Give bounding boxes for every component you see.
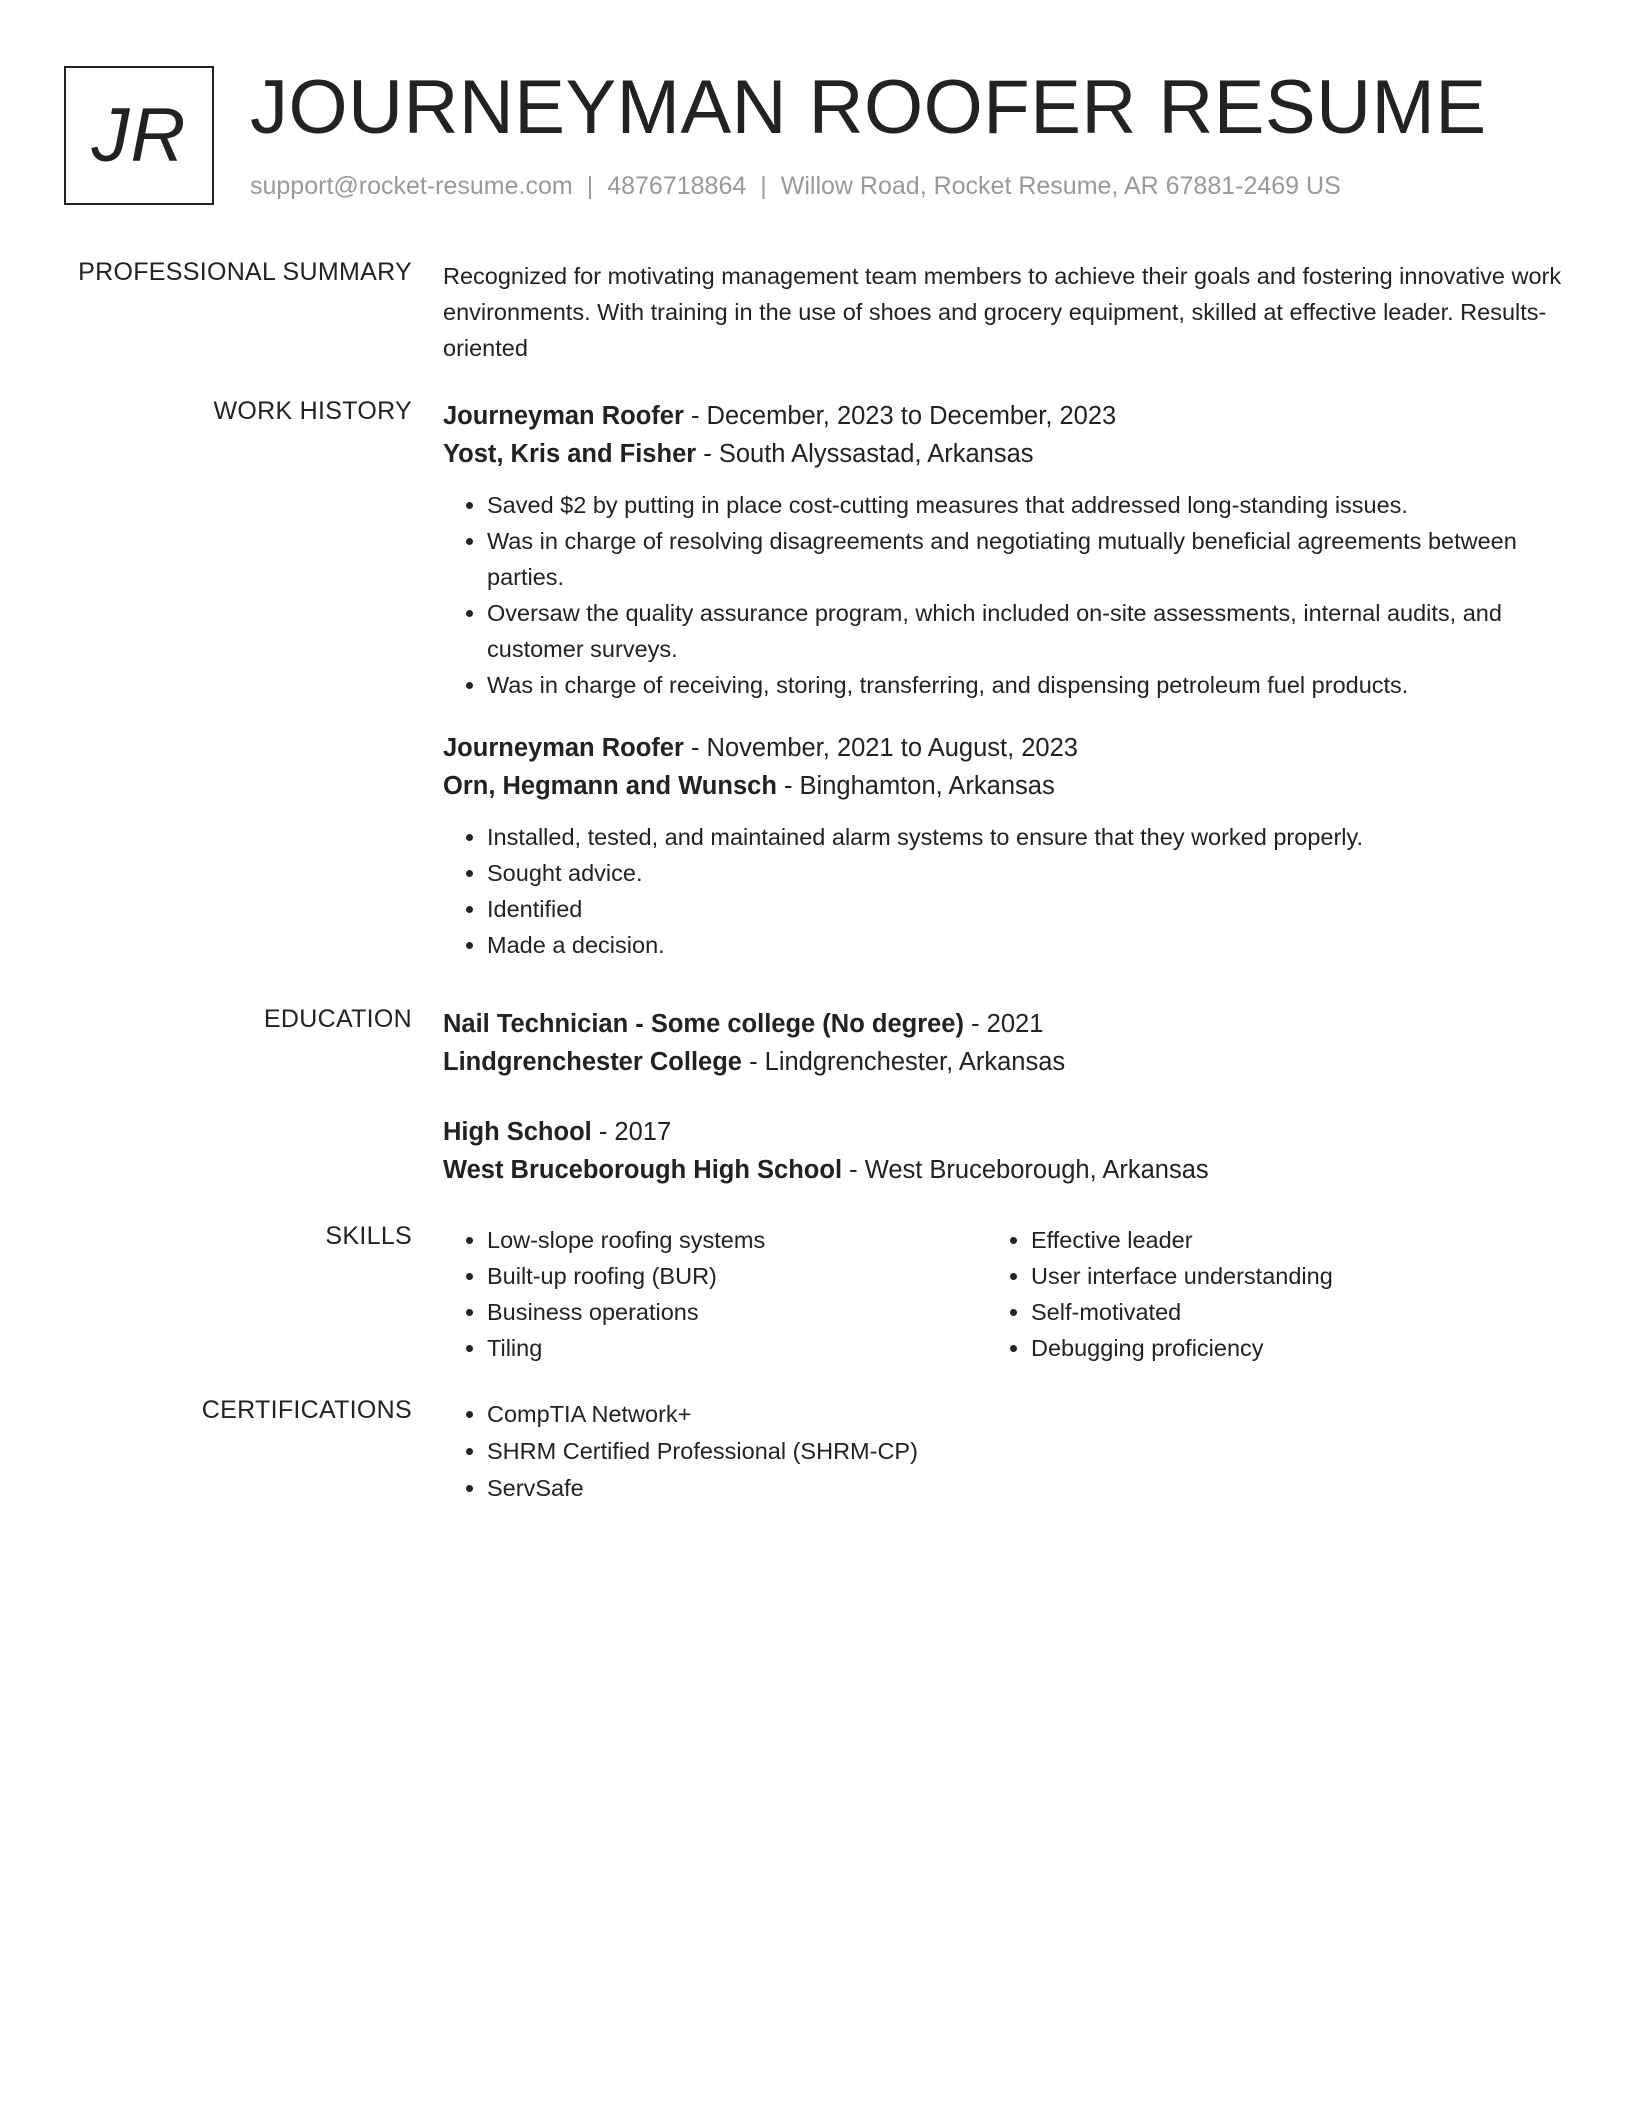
skill-item: • Built-up roofing (BUR)	[487, 1258, 987, 1294]
job-entry	[443, 397, 1563, 703]
section-label-education: EDUCATION	[263, 1005, 412, 1033]
education-body	[443, 1005, 1563, 1215]
section-label-skills: SKILLS	[325, 1222, 412, 1250]
skill-item: • Debugging proficiency	[1031, 1330, 1531, 1366]
education-school: West Bruceborough High School	[443, 1156, 843, 1184]
job-company-line	[443, 435, 1563, 473]
job-company: Orn, Hegmann and Wunsch	[443, 772, 777, 800]
job-company-line	[443, 767, 1563, 805]
skills-list-left	[443, 1222, 987, 1366]
summary-body	[443, 258, 1563, 366]
job-title: Journeyman Roofer	[443, 402, 684, 430]
skills-body	[443, 1222, 1563, 1366]
skill-item: • Tiling	[487, 1330, 987, 1366]
education-location: - West Bruceborough, Arkansas	[842, 1156, 1209, 1184]
job-bullet: • Saved $2 by putting in place cost-cutting measures that addressed long-standing issues.	[487, 487, 1563, 523]
job-title-line	[443, 397, 1563, 435]
contact-phone[interactable]: 4876718864	[607, 172, 747, 200]
education-degree: High School	[443, 1118, 592, 1146]
job-bullet: • Sought advice.	[487, 855, 1563, 891]
education-school-line	[443, 1151, 1563, 1189]
education-degree: Nail Technician - Some college (No degree)	[443, 1010, 964, 1038]
job-entry	[443, 729, 1563, 963]
job-bullet: • Installed, tested, and maintained alarm systems to ensure that they worked properly.	[487, 819, 1563, 855]
job-location: - Binghamton, Arkansas	[776, 772, 1055, 800]
monogram-logo: JR	[64, 66, 214, 205]
certifications-body	[443, 1396, 1563, 1507]
skill-item: • Effective leader	[1031, 1222, 1531, 1258]
education-degree-line	[443, 1113, 1563, 1151]
contact-address: Willow Road, Rocket Resume, AR 67881-2469 US	[780, 172, 1341, 200]
job-bullets	[443, 819, 1563, 963]
education-location: - Lindgrenchester, Arkansas	[741, 1048, 1066, 1076]
contact-line	[250, 172, 1341, 201]
education-school: Lindgrenchester College	[443, 1048, 742, 1076]
certifications-list	[443, 1396, 1563, 1507]
education-degree-line	[443, 1005, 1563, 1043]
skill-item: • Business operations	[487, 1294, 987, 1330]
job-bullet: • Was in charge of receiving, storing, transferring, and dispensing petroleum fuel products.	[487, 667, 1563, 703]
section-label-certifications: CERTIFICATIONS	[201, 1396, 412, 1424]
contact-separator: |	[760, 172, 767, 200]
skill-item: • Low-slope roofing systems	[487, 1222, 987, 1258]
job-bullets	[443, 487, 1563, 703]
skill-item: • Self-motivated	[1031, 1294, 1531, 1330]
job-bullet: • Oversaw the quality assurance program, which included on-site assessments, internal audits, and customer surveys.	[487, 595, 1563, 667]
education-year: - 2017	[591, 1118, 672, 1146]
skills-list-right	[987, 1222, 1531, 1366]
resume-header	[64, 66, 1564, 208]
section-label-work-history: WORK HISTORY	[213, 397, 412, 425]
resume-title: JOURNEYMAN ROOFER RESUME	[250, 65, 1487, 150]
summary-text: Recognized for motivating management team members to achieve their goals and fostering innovative work environments. With training in the use of shoes and grocery equipment, skilled at effective leader. Results-oriented	[443, 263, 1562, 361]
job-bullet: • Was in charge of resolving disagreements and negotiating mutually beneficial agreements between parties.	[487, 523, 1563, 595]
skill-item: • User interface understanding	[1031, 1258, 1531, 1294]
job-bullet: • Made a decision.	[487, 927, 1563, 963]
job-title: Journeyman Roofer	[443, 734, 684, 762]
job-dates: - December, 2023 to December, 2023	[683, 402, 1117, 430]
section-label-summary: PROFESSIONAL SUMMARY	[78, 258, 412, 286]
contact-email[interactable]: support@rocket-resume.com	[250, 172, 573, 200]
education-year: - 2021	[963, 1010, 1044, 1038]
job-dates: - November, 2021 to August, 2023	[683, 734, 1078, 762]
job-bullet: • Identified	[487, 891, 1563, 927]
work-history-body	[443, 397, 1563, 989]
certification-item: • SHRM Certified Professional (SHRM-CP)	[487, 1433, 1563, 1470]
job-location: - South Alyssastad, Arkansas	[696, 440, 1034, 468]
certification-item: • ServSafe	[487, 1470, 1563, 1507]
contact-separator: |	[586, 172, 594, 200]
job-company: Yost, Kris and Fisher	[443, 440, 697, 468]
education-entry	[443, 1005, 1563, 1081]
education-entry	[443, 1113, 1563, 1189]
job-title-line	[443, 729, 1563, 767]
skills-columns	[443, 1222, 1563, 1366]
education-school-line	[443, 1043, 1563, 1081]
certification-item: • CompTIA Network+	[487, 1396, 1563, 1433]
